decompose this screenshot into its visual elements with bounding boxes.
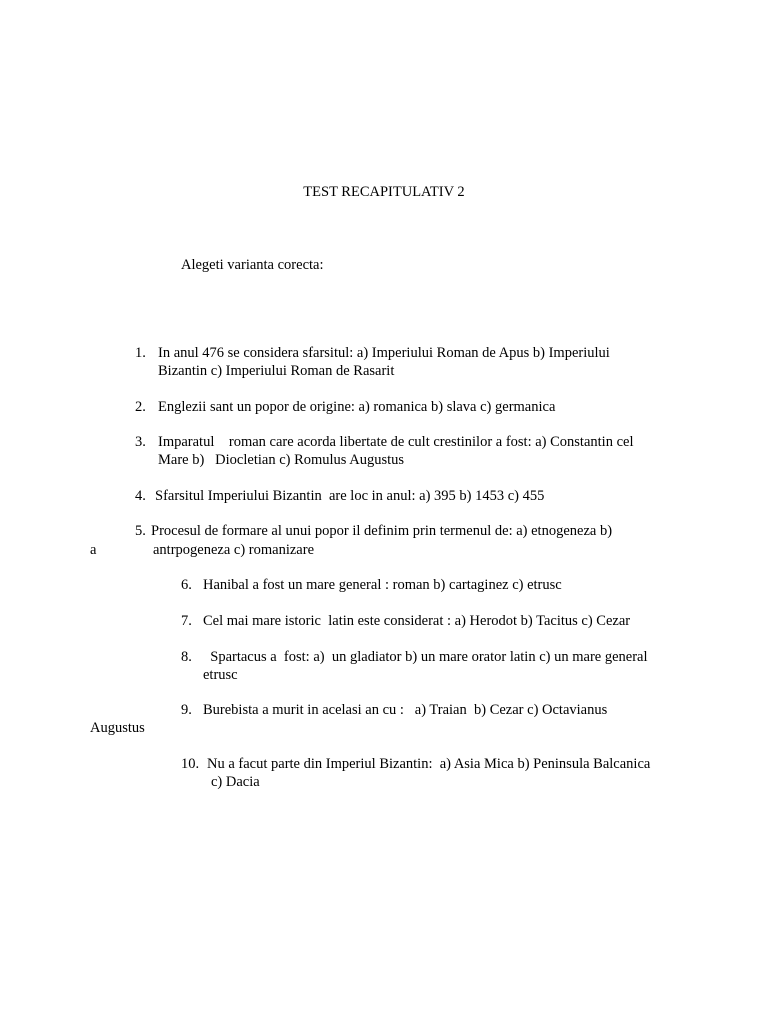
question-7-number: 7. bbox=[181, 613, 192, 629]
question-1-number: 1. bbox=[135, 345, 146, 361]
question-4-number: 4. bbox=[135, 488, 146, 504]
question-5-text-cont: antrpogeneza c) romanizare bbox=[153, 542, 315, 558]
test-title: TEST RECAPITULATIV 2 bbox=[303, 184, 465, 200]
question-8-text: Spartacus a fost: a) un gladiator b) un mare orator latin c) un mare general bbox=[203, 649, 648, 665]
question-10-text-cont: c) Dacia bbox=[211, 774, 260, 790]
question-6-number: 6. bbox=[181, 577, 192, 593]
question-5-prefix: a bbox=[90, 542, 97, 558]
question-5-number: 5. bbox=[135, 523, 146, 539]
question-2-text: Englezii sant un popor de origine: a) romanica b) slava c) germanica bbox=[158, 399, 556, 415]
question-6-text: Hanibal a fost un mare general : roman b) cartaginez c) etrusc bbox=[203, 577, 562, 593]
question-7-text: Cel mai mare istoric latin este considerat : a) Herodot b) Tacitus c) Cezar bbox=[203, 613, 631, 629]
question-1-text-cont: Bizantin c) Imperiului Roman de Rasarit bbox=[158, 363, 395, 379]
question-9-number: 9. bbox=[181, 702, 192, 718]
question-3-number: 3. bbox=[135, 434, 146, 450]
question-4-text: Sfarsitul Imperiului Bizantin are loc in anul: a) 395 b) 1453 c) 455 bbox=[155, 488, 545, 504]
question-8-text-cont: etrusc bbox=[203, 667, 238, 683]
question-1-text: In anul 476 se considera sfarsitul: a) Imperiului Roman de Apus b) Imperiului bbox=[158, 345, 610, 361]
question-10-number: 10. bbox=[181, 756, 200, 772]
question-9-text: Burebista a murit in acelasi an cu : a) Traian b) Cezar c) Octavianus bbox=[203, 702, 608, 718]
question-2-number: 2. bbox=[135, 399, 146, 415]
question-9-text-cont: Augustus bbox=[90, 720, 145, 736]
question-10-text: Nu a facut parte din Imperiul Bizantin: a) Asia Mica b) Peninsula Balcanica bbox=[207, 756, 651, 772]
question-3-text-cont: Mare b) Diocletian c) Romulus Augustus bbox=[158, 452, 405, 468]
question-3-text: Imparatul roman care acorda libertate de cult crestinilor a fost: a) Constantin cel bbox=[158, 434, 634, 450]
question-5-text: Procesul de formare al unui popor il definim prin termenul de: a) etnogeneza b) bbox=[151, 523, 613, 539]
question-8-number: 8. bbox=[181, 649, 192, 665]
instruction-text: Alegeti varianta corecta: bbox=[181, 257, 324, 273]
